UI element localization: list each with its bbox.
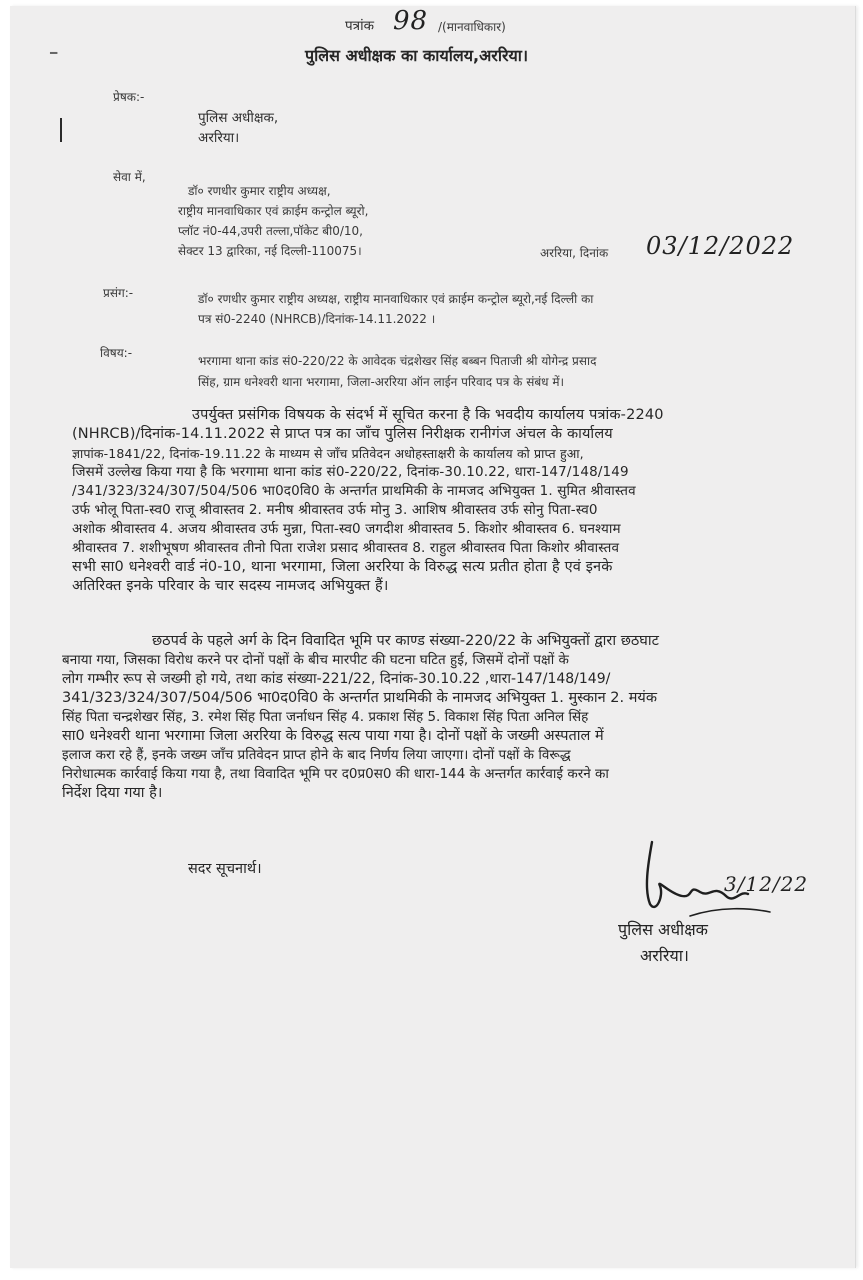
- scan-mark: ━: [50, 46, 58, 60]
- reference-line: डॉ० रणधीर कुमार राष्ट्रीय अध्यक्ष, राष्ट्रीय मानवाधिकार एवं क्राईम कन्ट्रोल ब्यूरो,नई दिल्ली का: [198, 292, 594, 306]
- subject-label: विषय:-: [100, 346, 133, 360]
- paragraph-line: अतिरिक्त इनके परिवार के चार सदस्य नामजद अभियुक्त हैं।: [72, 578, 389, 594]
- sender-label: प्रेषक:-: [113, 90, 145, 104]
- paragraph-line: उर्फ भोलू पिता-स्व0 राजू श्रीवास्तव 2. मनीष श्रीवास्तव उर्फ मोनु 3. आशिष श्रीवास्तव उर्फ सोनु पिता-स्व0: [72, 502, 598, 518]
- subject-line: भरगामा थाना कांड सं0-220/22 के आवेदक चंद्रशेखर सिंह बब्बन पिताजी श्री योगेन्द्र प्रसाद: [198, 354, 597, 368]
- office-heading: पुलिस अधीक्षक का कार्यालय,अररिया।: [305, 46, 529, 65]
- paragraph-line: अशोक श्रीवास्तव 4. अजय श्रीवास्तव उर्फ मुन्ना, पिता-स्व0 जगदीश श्रीवास्तव 5. किशोर श्रीवास्तव 6. घनश्याम: [72, 521, 621, 537]
- reference-line: पत्र सं0-2240 (NHRCB)/दिनांक-14.11.2022 ।: [198, 312, 436, 326]
- paragraph-line: बनाया गया, जिसका विरोध करने पर दोनों पक्षों के बीच मारपीट की घटना घटित हुई, जिसमें दोनों पक्षों के: [62, 652, 569, 668]
- closing-text: सदर सूचनार्थ।: [188, 861, 262, 877]
- paragraph-line: इलाज करा रहे हैं, इनके जख्म जाँच प्रतिवेदन प्राप्त होने के बाद निर्णय लिया जाएगा। दोनों पक्षों के विरूद्ध: [62, 747, 571, 763]
- recipient-line: सेक्टर 13 द्वारिका, नई दिल्ली-110075।: [178, 244, 362, 258]
- signatory-place: अररिया।: [640, 946, 689, 965]
- margin-mark: [60, 118, 62, 142]
- paragraph-line: लोग गम्भीर रूप से जख्मी हो गये, तथा कांड संख्या-221/22, दिनांक-30.10.22 ,धारा-147/148/149/: [62, 671, 611, 687]
- paragraph-line: /341/323/324/307/504/506 भा0द0वि0 के अन्तर्गत प्राथमिकी के नामजद अभियुक्त 1. सुमित श्रीवास्तव: [72, 483, 636, 499]
- paragraph-2: [62, 632, 659, 803]
- paragraph-line: 341/323/324/307/504/506 भा0द0वि0 के अन्तर्गत प्राथमिकी के नामजद अभियुक्त 1. मुस्कान 2. मयंक: [62, 690, 657, 706]
- paragraph-line: सा0 धनेश्वरी थाना भरगामा जिला अररिया के विरुद्ध सत्य पाया गया है। दोनों पक्षों के जख्मी अस्पताल में: [62, 728, 604, 744]
- paragraph-line: निर्देश दिया गया है।: [62, 785, 163, 801]
- sender-line: पुलिस अधीक्षक,: [198, 110, 279, 126]
- patrank-label: पत्रांक: [345, 18, 374, 34]
- paragraph-line: ज्ञापांक-1841/22, दिनांक-19.11.22 के माध्यम से जाँच प्रतिवेदन अधोहस्ताक्षरी के कार्यालय को प्राप्त हुआ,: [72, 446, 584, 461]
- date-value: 03/12/2022: [646, 232, 795, 260]
- letter-page: [10, 6, 856, 1268]
- patrank-number: 98: [393, 6, 429, 36]
- signatory-title: पुलिस अधीक्षक: [618, 920, 708, 939]
- paragraph-1: [72, 406, 664, 596]
- paragraph-line: श्रीवास्तव 7. शशीभूषण श्रीवास्तव तीनो पिता राजेश प्रसाद श्रीवास्तव 8. राहुल श्रीवास्तव पिता किशोर श्रीवास्तव: [72, 540, 620, 556]
- paragraph-line: छठपर्व के पहले अर्ग के दिन विवादित भूमि पर काण्ड संख्या-220/22 के अभियुक्तों द्वारा छठघाट: [152, 633, 659, 649]
- paragraph-line: उपर्युक्त प्रसंगिक विषयक के संदर्भ में सूचित करना है कि भवदीय कार्यालय पत्रांक-2240: [192, 407, 664, 423]
- paragraph-line: (NHRCB)/दिनांक-14.11.2022 से प्राप्त पत्र का जाँच पुलिस निरीक्षक रानीगंज अंचल के कार्यालय: [72, 426, 613, 442]
- sender-line: अररिया।: [198, 130, 240, 146]
- reference-label: प्रसंग:-: [103, 286, 134, 300]
- signature-date: 3/12/22: [724, 872, 809, 896]
- recipient-label: सेवा में,: [113, 170, 146, 184]
- recipient-line: राष्ट्रीय मानवाधिकार एवं क्राईम कन्ट्रोल ब्यूरो,: [178, 204, 369, 218]
- recipient-line: प्लॉट नं0-44,उपरी तल्ला,पॉकेट बी0/10,: [178, 224, 363, 238]
- subject-line: सिंह, ग्राम धनेश्वरी थाना भरगामा, जिला-अररिया ऑन लाईन परिवाद पत्र के संबंध में।: [198, 375, 565, 389]
- patrank-suffix: /(मानवाधिकार): [438, 20, 506, 34]
- paragraph-line: सभी सा0 धनेश्वरी वार्ड नं0-10, थाना भरगामा, जिला अररिया के विरुद्ध सत्य प्रतीत होता है एवं इनके: [72, 559, 613, 575]
- paragraph-line: जिसमें उल्लेख किया गया है कि भरगामा थाना कांड सं0-220/22, दिनांक-30.10.22, धारा-147/148/149: [72, 464, 629, 480]
- paragraph-line: सिंह पिता चन्द्रशेखर सिंह, 3. रमेश सिंह पिता जर्नाधन सिंह 4. प्रकाश सिंह 5. विकाश सिंह पिता अनिल सिंह: [62, 709, 589, 725]
- date-label: अररिया, दिनांक: [540, 246, 609, 260]
- paragraph-line: निरोधात्मक कार्रवाई किया गया है, तथा विवादित भूमि पर द0प्र0स0 की धारा-144 के अन्तर्गत कार्रवाई करने का: [62, 766, 609, 782]
- recipient-line: डॉ० रणधीर कुमार राष्ट्रीय अध्यक्ष,: [188, 184, 331, 198]
